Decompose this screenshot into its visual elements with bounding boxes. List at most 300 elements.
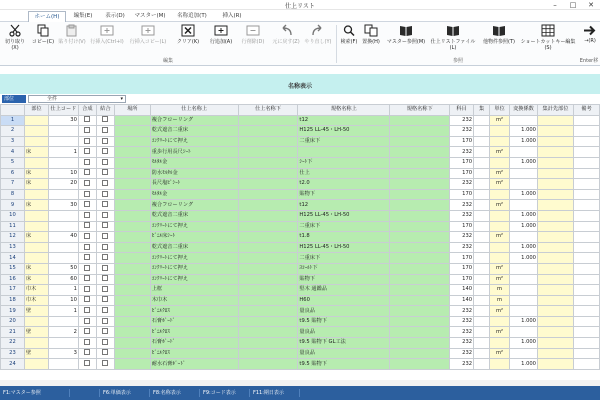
- cell-kamoku[interactable]: 232: [450, 115, 474, 126]
- cell-unit[interactable]: m²: [490, 306, 510, 317]
- cell-spec-upper[interactable]: t9.5 貼物下 GL工法: [298, 338, 390, 349]
- menu-tab-master[interactable]: マスター(M): [134, 13, 166, 19]
- shortcut-edit-button[interactable]: [520, 24, 576, 51]
- checkbox[interactable]: [102, 244, 108, 250]
- cell-buii[interactable]: 壁: [24, 306, 48, 317]
- checkbox[interactable]: [102, 222, 108, 228]
- cell-spec-upper[interactable]: t9.5 貼物下: [298, 316, 390, 327]
- cell-spec-lower[interactable]: [390, 189, 450, 200]
- cell-spec-upper[interactable]: ﾖｺｰﾙﾄ下: [298, 263, 390, 274]
- checkbox[interactable]: [84, 349, 90, 355]
- cell-shu[interactable]: [474, 295, 490, 306]
- cell-buii[interactable]: [24, 189, 48, 200]
- cell-target[interactable]: [537, 147, 573, 158]
- cell-name-upper[interactable]: 複合フローリング: [150, 115, 238, 126]
- table-row[interactable]: [1, 348, 600, 359]
- cell-target[interactable]: [537, 189, 573, 200]
- cell-buii[interactable]: [24, 316, 48, 327]
- checkbox[interactable]: [84, 169, 90, 175]
- cell-factor[interactable]: 1.000: [510, 157, 538, 168]
- row-number[interactable]: 20: [1, 316, 25, 327]
- checkbox[interactable]: [84, 318, 90, 324]
- cell-kamoku[interactable]: 170: [450, 274, 474, 285]
- cell-unit[interactable]: [490, 157, 510, 168]
- cell-factor[interactable]: [510, 348, 538, 359]
- cell-target[interactable]: [537, 210, 573, 221]
- cell-shu[interactable]: [474, 316, 490, 327]
- cell-name-upper[interactable]: 乾式遮音二重床: [150, 210, 238, 221]
- table-row[interactable]: [1, 136, 600, 147]
- cell-name-upper[interactable]: 乾式遮音二重床: [150, 126, 238, 137]
- checkbox[interactable]: [84, 233, 90, 239]
- cell-gosei[interactable]: [78, 221, 96, 232]
- cell-buii[interactable]: [24, 157, 48, 168]
- checkbox[interactable]: [84, 201, 90, 207]
- insert-copy-button[interactable]: [128, 24, 168, 45]
- cell-unit[interactable]: m: [490, 285, 510, 296]
- table-row[interactable]: [1, 274, 600, 285]
- cell-basho[interactable]: [114, 295, 150, 306]
- cell-spec-lower[interactable]: [390, 232, 450, 243]
- cell-shu[interactable]: [474, 221, 490, 232]
- cell-shu[interactable]: [474, 115, 490, 126]
- cell-unit[interactable]: [490, 359, 510, 370]
- checkbox[interactable]: [102, 339, 108, 345]
- master-ref-button[interactable]: [386, 24, 426, 45]
- checkbox[interactable]: [102, 127, 108, 133]
- cell-target[interactable]: [537, 179, 573, 190]
- cell-kamoku[interactable]: 232: [450, 210, 474, 221]
- cell-code[interactable]: 2: [48, 327, 78, 338]
- cell-name-lower[interactable]: [238, 115, 298, 126]
- table-row[interactable]: [1, 242, 600, 253]
- cell-unit[interactable]: [490, 253, 510, 264]
- cell-spec-upper[interactable]: 貼物下: [298, 189, 390, 200]
- row-number[interactable]: 17: [1, 285, 25, 296]
- table-row[interactable]: [1, 221, 600, 232]
- cell-kamoku[interactable]: 232: [450, 200, 474, 211]
- cell-code[interactable]: [48, 242, 78, 253]
- cell-unit[interactable]: m²: [490, 179, 510, 190]
- cell-note[interactable]: [573, 327, 599, 338]
- cell-name-upper[interactable]: ﾋﾞﾆﾙｸﾛｽ: [150, 306, 238, 317]
- cell-name-lower[interactable]: [238, 338, 298, 349]
- cell-name-lower[interactable]: [238, 285, 298, 296]
- checkbox[interactable]: [102, 286, 108, 292]
- cell-buii[interactable]: [24, 221, 48, 232]
- cell-unit[interactable]: m²: [490, 147, 510, 158]
- cell-target[interactable]: [537, 126, 573, 137]
- cell-factor[interactable]: 1.000: [510, 253, 538, 264]
- cell-unit[interactable]: [490, 221, 510, 232]
- checkbox[interactable]: [84, 307, 90, 313]
- corner-cell[interactable]: [1, 105, 25, 116]
- cell-name-lower[interactable]: [238, 316, 298, 327]
- cell-spec-lower[interactable]: [390, 263, 450, 274]
- cell-target[interactable]: [537, 115, 573, 126]
- cell-name-lower[interactable]: [238, 263, 298, 274]
- cell-name-upper[interactable]: ﾓﾙﾀﾙ金: [150, 189, 238, 200]
- col-header[interactable]: 場所: [114, 105, 150, 116]
- cell-spec-lower[interactable]: [390, 200, 450, 211]
- cell-kamoku[interactable]: 232: [450, 147, 474, 158]
- cell-spec-upper[interactable]: H125 LL-45・LH-50: [298, 126, 390, 137]
- row-number[interactable]: 24: [1, 359, 25, 370]
- checkbox[interactable]: [84, 360, 90, 366]
- cell-target[interactable]: [537, 242, 573, 253]
- cell-shu[interactable]: [474, 338, 490, 349]
- cell-spec-lower[interactable]: [390, 306, 450, 317]
- cell-code[interactable]: [48, 126, 78, 137]
- cell-spec-lower[interactable]: [390, 274, 450, 285]
- cell-spec-upper[interactable]: H60: [298, 295, 390, 306]
- checkbox[interactable]: [102, 296, 108, 302]
- cell-code[interactable]: [48, 221, 78, 232]
- cell-basho[interactable]: [114, 242, 150, 253]
- checkbox[interactable]: [84, 180, 90, 186]
- cell-spec-upper[interactable]: 貼物下: [298, 274, 390, 285]
- cell-ketsugo[interactable]: [96, 274, 114, 285]
- cell-kamoku[interactable]: 170: [450, 136, 474, 147]
- cell-gosei[interactable]: [78, 136, 96, 147]
- cell-shu[interactable]: [474, 359, 490, 370]
- cell-target[interactable]: [537, 221, 573, 232]
- col-header[interactable]: 変換係数: [510, 105, 538, 116]
- cell-gosei[interactable]: [78, 306, 96, 317]
- table-row[interactable]: [1, 232, 600, 243]
- cell-ketsugo[interactable]: [96, 136, 114, 147]
- cell-unit[interactable]: m: [490, 295, 510, 306]
- cell-name-lower[interactable]: [238, 348, 298, 359]
- checkbox[interactable]: [102, 275, 108, 281]
- checkbox[interactable]: [84, 254, 90, 260]
- cell-spec-upper[interactable]: 量良品: [298, 348, 390, 359]
- col-header[interactable]: 仕上名称下: [238, 105, 298, 116]
- cell-code[interactable]: 3: [48, 348, 78, 359]
- cell-name-lower[interactable]: [238, 295, 298, 306]
- row-number[interactable]: 21: [1, 327, 25, 338]
- table-row[interactable]: [1, 200, 600, 211]
- cell-name-lower[interactable]: [238, 200, 298, 211]
- cell-target[interactable]: [537, 327, 573, 338]
- cell-basho[interactable]: [114, 274, 150, 285]
- cell-spec-lower[interactable]: [390, 338, 450, 349]
- cell-buii[interactable]: [24, 115, 48, 126]
- cell-factor[interactable]: [510, 274, 538, 285]
- enter-move-button[interactable]: [580, 24, 600, 44]
- checkbox[interactable]: [84, 127, 90, 133]
- checkbox[interactable]: [84, 296, 90, 302]
- cell-basho[interactable]: [114, 359, 150, 370]
- cell-spec-lower[interactable]: [390, 221, 450, 232]
- cell-shu[interactable]: [474, 200, 490, 211]
- cell-factor[interactable]: [510, 327, 538, 338]
- cell-target[interactable]: [537, 232, 573, 243]
- cell-code[interactable]: [48, 210, 78, 221]
- cell-factor[interactable]: 1.000: [510, 136, 538, 147]
- cell-target[interactable]: [537, 295, 573, 306]
- checkbox[interactable]: [102, 328, 108, 334]
- cell-shu[interactable]: [474, 306, 490, 317]
- cell-note[interactable]: [573, 179, 599, 190]
- cell-basho[interactable]: [114, 189, 150, 200]
- cell-spec-upper[interactable]: 量良品: [298, 327, 390, 338]
- cell-gosei[interactable]: [78, 126, 96, 137]
- cell-unit[interactable]: m²: [490, 168, 510, 179]
- cell-shu[interactable]: [474, 263, 490, 274]
- cell-unit[interactable]: m²: [490, 274, 510, 285]
- cell-buii[interactable]: [24, 126, 48, 137]
- cell-buii[interactable]: 床: [24, 200, 48, 211]
- cell-unit[interactable]: [490, 242, 510, 253]
- menu-tab-home[interactable]: ホーム(H): [28, 11, 66, 22]
- cell-factor[interactable]: 1.000: [510, 359, 538, 370]
- row-number[interactable]: 12: [1, 232, 25, 243]
- row-number[interactable]: 3: [1, 136, 25, 147]
- cell-ketsugo[interactable]: [96, 348, 114, 359]
- row-number[interactable]: 23: [1, 348, 25, 359]
- cell-code[interactable]: 20: [48, 179, 78, 190]
- cell-unit[interactable]: [490, 189, 510, 200]
- cell-name-upper[interactable]: 長尺塩ﾋﾞｼｰﾄ: [150, 179, 238, 190]
- cell-kamoku[interactable]: 232: [450, 327, 474, 338]
- cell-spec-upper[interactable]: t2.0: [298, 179, 390, 190]
- cell-spec-lower[interactable]: [390, 179, 450, 190]
- cell-name-upper[interactable]: 耐水石膏ﾎﾞｰﾄﾞ: [150, 359, 238, 370]
- menu-tab-edit[interactable]: 編集(E): [73, 13, 93, 19]
- cell-spec-upper[interactable]: 堅木 通鑑品: [298, 285, 390, 296]
- cell-spec-upper[interactable]: ｼｰﾄ下: [298, 157, 390, 168]
- close-button[interactable]: ✕: [588, 1, 594, 9]
- cell-ketsugo[interactable]: [96, 285, 114, 296]
- cell-basho[interactable]: [114, 157, 150, 168]
- cell-shu[interactable]: [474, 147, 490, 158]
- cell-factor[interactable]: 1.000: [510, 189, 538, 200]
- cell-code[interactable]: [48, 316, 78, 327]
- cell-unit[interactable]: [490, 126, 510, 137]
- checkbox[interactable]: [84, 159, 90, 165]
- row-number[interactable]: 15: [1, 263, 25, 274]
- cell-gosei[interactable]: [78, 147, 96, 158]
- cell-name-lower[interactable]: [238, 189, 298, 200]
- checkbox[interactable]: [84, 286, 90, 292]
- cell-buii[interactable]: 壁: [24, 327, 48, 338]
- cell-gosei[interactable]: [78, 179, 96, 190]
- col-header[interactable]: 結合: [96, 105, 114, 116]
- cell-note[interactable]: [573, 359, 599, 370]
- cell-gosei[interactable]: [78, 327, 96, 338]
- row-number[interactable]: 19: [1, 306, 25, 317]
- cell-buii[interactable]: [24, 242, 48, 253]
- cell-note[interactable]: [573, 338, 599, 349]
- cell-note[interactable]: [573, 274, 599, 285]
- cell-buii[interactable]: 床: [24, 263, 48, 274]
- cell-note[interactable]: [573, 316, 599, 327]
- cell-unit[interactable]: [490, 316, 510, 327]
- col-header[interactable]: 仕上名称上: [150, 105, 238, 116]
- table-row[interactable]: [1, 338, 600, 349]
- cell-name-lower[interactable]: [238, 306, 298, 317]
- cell-name-upper[interactable]: ｺﾝｸﾘｰﾄにて押え: [150, 253, 238, 264]
- cell-note[interactable]: [573, 232, 599, 243]
- cell-unit[interactable]: [490, 210, 510, 221]
- cell-shu[interactable]: [474, 168, 490, 179]
- cell-name-lower[interactable]: [238, 253, 298, 264]
- checkbox[interactable]: [84, 244, 90, 250]
- cell-spec-lower[interactable]: [390, 157, 450, 168]
- cell-buii[interactable]: 床: [24, 232, 48, 243]
- cell-shu[interactable]: [474, 285, 490, 296]
- cell-ketsugo[interactable]: [96, 179, 114, 190]
- add-row-button[interactable]: [206, 24, 236, 45]
- cell-buii[interactable]: [24, 338, 48, 349]
- cell-factor[interactable]: [510, 285, 538, 296]
- cell-kamoku[interactable]: 140: [450, 295, 474, 306]
- cell-kamoku[interactable]: 170: [450, 168, 474, 179]
- cell-code[interactable]: [48, 189, 78, 200]
- table-row[interactable]: [1, 179, 600, 190]
- row-number[interactable]: 18: [1, 295, 25, 306]
- row-number[interactable]: 2: [1, 126, 25, 137]
- cell-basho[interactable]: [114, 115, 150, 126]
- cell-buii[interactable]: [24, 253, 48, 264]
- cell-shu[interactable]: [474, 157, 490, 168]
- cell-note[interactable]: [573, 263, 599, 274]
- cell-basho[interactable]: [114, 136, 150, 147]
- checkbox[interactable]: [84, 116, 90, 122]
- copy-button[interactable]: [30, 24, 56, 45]
- cell-ketsugo[interactable]: [96, 242, 114, 253]
- search-button[interactable]: [338, 24, 360, 45]
- checkbox[interactable]: [102, 307, 108, 313]
- cell-factor[interactable]: [510, 168, 538, 179]
- cell-name-upper[interactable]: ﾋﾞﾆﾙｸﾛｽ: [150, 327, 238, 338]
- checkbox[interactable]: [102, 349, 108, 355]
- cell-note[interactable]: [573, 253, 599, 264]
- row-number[interactable]: 22: [1, 338, 25, 349]
- col-header[interactable]: 備考: [573, 105, 599, 116]
- cell-basho[interactable]: [114, 232, 150, 243]
- cell-kamoku[interactable]: 170: [450, 157, 474, 168]
- cell-ketsugo[interactable]: [96, 210, 114, 221]
- cell-target[interactable]: [537, 359, 573, 370]
- status-key-f11[interactable]: F11:期日表示: [250, 389, 300, 397]
- table-row[interactable]: [1, 306, 600, 317]
- checkbox[interactable]: [84, 212, 90, 218]
- checkbox[interactable]: [84, 339, 90, 345]
- cell-spec-lower[interactable]: [390, 295, 450, 306]
- cell-note[interactable]: [573, 115, 599, 126]
- row-number[interactable]: 4: [1, 147, 25, 158]
- checkbox[interactable]: [84, 148, 90, 154]
- cell-gosei[interactable]: [78, 210, 96, 221]
- cell-spec-lower[interactable]: [390, 359, 450, 370]
- cell-note[interactable]: [573, 168, 599, 179]
- cell-gosei[interactable]: [78, 242, 96, 253]
- cell-spec-lower[interactable]: [390, 242, 450, 253]
- cell-ketsugo[interactable]: [96, 327, 114, 338]
- cell-factor[interactable]: [510, 232, 538, 243]
- checkbox[interactable]: [102, 318, 108, 324]
- cell-gosei[interactable]: [78, 157, 96, 168]
- cell-basho[interactable]: [114, 285, 150, 296]
- col-header[interactable]: 仕上コード: [48, 105, 78, 116]
- cell-spec-lower[interactable]: [390, 327, 450, 338]
- cell-shu[interactable]: [474, 274, 490, 285]
- cell-ketsugo[interactable]: [96, 316, 114, 327]
- cell-code[interactable]: 1: [48, 147, 78, 158]
- cell-code[interactable]: 10: [48, 295, 78, 306]
- row-number[interactable]: 13: [1, 242, 25, 253]
- cell-factor[interactable]: [510, 179, 538, 190]
- cell-name-upper[interactable]: ｺﾝｸﾘｰﾄにて押え: [150, 274, 238, 285]
- cell-gosei[interactable]: [78, 263, 96, 274]
- cell-kamoku[interactable]: 232: [450, 232, 474, 243]
- cell-factor[interactable]: 1.000: [510, 242, 538, 253]
- row-number[interactable]: 9: [1, 200, 25, 211]
- checkbox[interactable]: [84, 191, 90, 197]
- cell-spec-lower[interactable]: [390, 136, 450, 147]
- row-number[interactable]: 14: [1, 253, 25, 264]
- cell-name-lower[interactable]: [238, 179, 298, 190]
- cell-kamoku[interactable]: 140: [450, 285, 474, 296]
- cell-basho[interactable]: [114, 221, 150, 232]
- cell-gosei[interactable]: [78, 200, 96, 211]
- cell-code[interactable]: 1: [48, 285, 78, 296]
- cell-kamoku[interactable]: 232: [450, 338, 474, 349]
- checkbox[interactable]: [84, 328, 90, 334]
- cell-name-upper[interactable]: 石膏ﾎﾞｰﾄﾞ: [150, 316, 238, 327]
- cell-buii[interactable]: 壁: [24, 348, 48, 359]
- cell-basho[interactable]: [114, 348, 150, 359]
- cell-basho[interactable]: [114, 263, 150, 274]
- cell-basho[interactable]: [114, 126, 150, 137]
- cell-spec-upper[interactable]: 二重床下: [298, 136, 390, 147]
- table-row[interactable]: [1, 126, 600, 137]
- cell-code[interactable]: 40: [48, 232, 78, 243]
- redo-button[interactable]: [302, 24, 334, 45]
- other-project-button[interactable]: [480, 24, 518, 45]
- cell-name-upper[interactable]: 石膏ﾎﾞｰﾄﾞ: [150, 338, 238, 349]
- cell-buii[interactable]: [24, 359, 48, 370]
- cell-note[interactable]: [573, 348, 599, 359]
- status-key-f9[interactable]: F9:コード表示: [200, 389, 250, 397]
- cell-name-lower[interactable]: [238, 157, 298, 168]
- status-key-f1[interactable]: F1:マスター参照: [0, 389, 70, 397]
- cell-gosei[interactable]: [78, 253, 96, 264]
- cell-factor[interactable]: 1.000: [510, 221, 538, 232]
- col-header[interactable]: 単位: [490, 105, 510, 116]
- checkbox[interactable]: [84, 265, 90, 271]
- cell-target[interactable]: [537, 348, 573, 359]
- checkbox[interactable]: [102, 191, 108, 197]
- cell-note[interactable]: [573, 136, 599, 147]
- status-key-f8[interactable]: F8:名称表示: [150, 389, 200, 397]
- checkbox[interactable]: [102, 233, 108, 239]
- menu-tab-view[interactable]: 表示(D): [105, 13, 125, 19]
- cell-basho[interactable]: [114, 327, 150, 338]
- cell-shu[interactable]: [474, 179, 490, 190]
- cell-basho[interactable]: [114, 168, 150, 179]
- cell-gosei[interactable]: [78, 232, 96, 243]
- cut-button[interactable]: [2, 24, 28, 51]
- cell-gosei[interactable]: [78, 274, 96, 285]
- cell-buii[interactable]: [24, 210, 48, 221]
- cell-name-upper[interactable]: 上框: [150, 285, 238, 296]
- cell-name-upper[interactable]: ﾋﾞﾆﾙｸﾛｽ: [150, 348, 238, 359]
- cell-name-lower[interactable]: [238, 210, 298, 221]
- undo-button[interactable]: [270, 24, 302, 45]
